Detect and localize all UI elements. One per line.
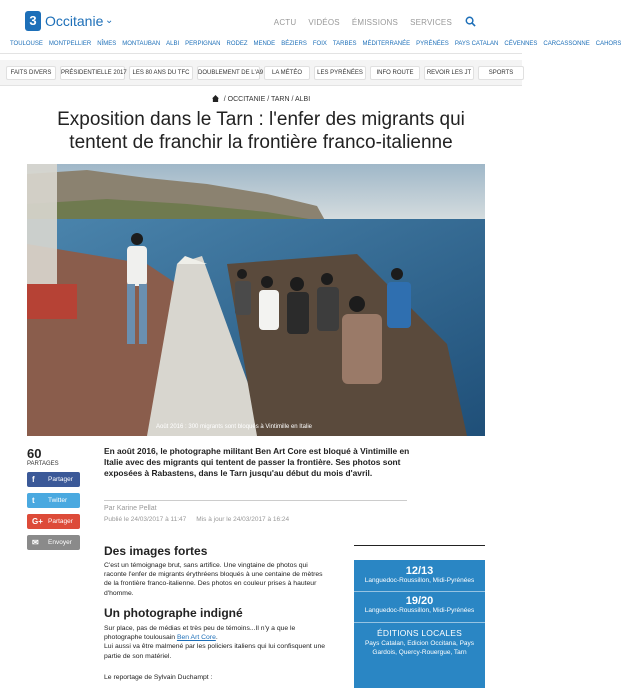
- section-text-part: Lui aussi va être malmené par les policiers italiens qui lui confisquent une partie de son matériel.: [104, 643, 326, 660]
- city-link[interactable]: NÎMES: [97, 41, 117, 47]
- city-link[interactable]: MENDE: [253, 41, 276, 47]
- facebook-share-label: Partager: [48, 476, 73, 483]
- edition-1920-region: Languedoc-Roussillon, Midi-Pyrénées: [364, 607, 475, 614]
- share-count: 60: [27, 446, 42, 461]
- email-share-button[interactable]: [27, 535, 80, 550]
- article-title: Exposition dans le Tarn : l'enfer des migrants qui tentent de franchir la frontière franco-italienne: [57, 109, 465, 153]
- widget-divider: [354, 622, 485, 623]
- article-lead: En août 2016, le photographe militant Ben Art Core est bloqué à Vintimille en Italie avec des migrants qui tentent de passer la frontière. Ses photos sont exposées à Rabastens, dans le Tarn jusqu'au début du mois d'avril.: [104, 446, 410, 478]
- share-panel: [27, 447, 87, 556]
- breadcrumb-occitanie[interactable]: / OCCITANIE: [223, 96, 266, 103]
- search-icon[interactable]: [465, 16, 476, 27]
- city-link[interactable]: TOULOUSE: [10, 41, 43, 47]
- edition-1213-number: 12/13: [405, 565, 434, 577]
- updated-date: Mis à jour le 24/03/2017 à 16:24: [196, 516, 290, 523]
- local-editions-list: Pays Catalan, Edicion Occitana, Pays Gardois, Quercy-Rouergue, Tarn: [364, 640, 475, 656]
- edition-1213-link[interactable]: [354, 565, 485, 586]
- edition-1920-number: 19/20: [405, 595, 434, 607]
- topic-bar: [0, 60, 522, 86]
- site-header: [0, 0, 522, 36]
- city-link[interactable]: PAYS CATALAN: [454, 41, 499, 47]
- email-share-label: Envoyer: [48, 539, 72, 546]
- breadcrumb: [0, 95, 522, 103]
- report-intro: Le reportage de Sylvain Duchampt :: [104, 674, 213, 681]
- section-text-part: .: [215, 634, 218, 642]
- publish-dates: [104, 516, 289, 523]
- local-editions-title: ÉDITIONS LOCALES: [377, 628, 462, 638]
- article-hero-image[interactable]: [27, 164, 485, 436]
- city-link[interactable]: FOIX: [312, 41, 327, 47]
- section-title-images: Des images fortes: [104, 544, 208, 558]
- city-link[interactable]: CARCASSONNE: [543, 41, 590, 47]
- breadcrumb-tarn[interactable]: / TARN: [267, 96, 290, 103]
- topic-pill[interactable]: REVOIR LES JT: [424, 66, 474, 80]
- section-text-photographer: [104, 624, 334, 661]
- widget-divider: [354, 591, 485, 592]
- share-label: PARTAGES: [27, 461, 59, 467]
- nav-videos[interactable]: VIDÉOS: [308, 18, 340, 27]
- nav-actu[interactable]: ACTU: [273, 18, 297, 27]
- city-link[interactable]: MONTAUBAN: [122, 41, 161, 47]
- home-icon[interactable]: [212, 95, 219, 102]
- editions-widget: [354, 560, 485, 688]
- twitter-share-label: Twitter: [48, 497, 68, 504]
- photographer-link[interactable]: Ben Art Core: [176, 634, 216, 642]
- topic-pill[interactable]: LES PYRÉNÉES: [314, 66, 366, 80]
- googleplus-share-label: Partager: [48, 518, 73, 525]
- nav-emissions[interactable]: ÉMISSIONS: [351, 18, 399, 27]
- city-link[interactable]: PYRÉNÉES: [416, 41, 449, 47]
- local-editions-link[interactable]: [354, 628, 485, 657]
- published-date: Publié le 24/03/2017 à 11:47: [104, 516, 187, 523]
- divider: [104, 500, 407, 501]
- topic-pill[interactable]: FAITS DIVERS: [6, 66, 56, 80]
- section-title-photographer: Un photographe indigné: [104, 606, 243, 620]
- city-link[interactable]: PERPIGNAN: [185, 41, 221, 47]
- brand-name[interactable]: Occitanie: [45, 13, 104, 29]
- edition-1920-link[interactable]: [354, 595, 485, 616]
- city-link[interactable]: BÉZIERS: [281, 41, 307, 47]
- section-text-part: Sur place, pas de médias et très peu de témoins...Il n'y a que le photographe toulousain: [104, 625, 296, 642]
- france3-logo[interactable]: 3: [25, 11, 41, 31]
- city-link[interactable]: ALBI: [166, 41, 180, 47]
- twitter-icon: t: [32, 496, 35, 505]
- byline: Par Karine Pellat: [104, 505, 157, 512]
- city-link[interactable]: TARBES: [332, 41, 357, 47]
- googleplus-share-button[interactable]: [27, 514, 80, 529]
- edition-1213-region: Languedoc-Roussillon, Midi-Pyrénées: [364, 577, 475, 584]
- city-link[interactable]: MONTPELLIER: [48, 41, 92, 47]
- chevron-down-icon[interactable]: ⌄: [105, 15, 114, 26]
- envelope-icon: ✉: [32, 538, 39, 547]
- nav-services[interactable]: SERVICES: [410, 18, 452, 27]
- facebook-icon: f: [32, 475, 35, 484]
- breadcrumb-albi[interactable]: / ALBI: [291, 96, 311, 103]
- city-link[interactable]: MÉDITERRANÉE: [362, 41, 411, 47]
- sidebar-rule: [354, 545, 485, 555]
- twitter-share-button[interactable]: [27, 493, 80, 508]
- topic-pill[interactable]: DOUBLEMENT DE L'A9: [197, 66, 260, 80]
- city-link[interactable]: CÉVENNES: [504, 41, 538, 47]
- facebook-share-button[interactable]: [27, 472, 80, 487]
- topic-pill[interactable]: INFO ROUTE: [370, 66, 420, 80]
- section-text-images: C'est un témoignage brut, sans artifice. Une vingtaine de photos qui raconte l'enfer de migrants érythréens bloqués à une centaine de mètres de la frontière franco-italienne. Des photos en couleur prises à hauteur d'homme.: [104, 562, 323, 597]
- topic-pill[interactable]: SPORTS: [478, 66, 524, 80]
- topic-pill[interactable]: LES 80 ANS DU TFC: [129, 66, 193, 80]
- city-bar: [0, 38, 621, 54]
- city-link[interactable]: RODEZ: [226, 41, 248, 47]
- topic-pill[interactable]: LA MÉTÉO: [264, 66, 310, 80]
- city-link[interactable]: CAHORS: [595, 41, 621, 47]
- topic-pill[interactable]: PRÉSIDENTIELLE 2017: [60, 66, 125, 80]
- image-caption: Août 2016 : 300 migrants sont bloqués à Vintimille en Italie: [156, 424, 312, 430]
- googleplus-icon: G+: [32, 517, 43, 526]
- main-nav: [274, 18, 452, 27]
